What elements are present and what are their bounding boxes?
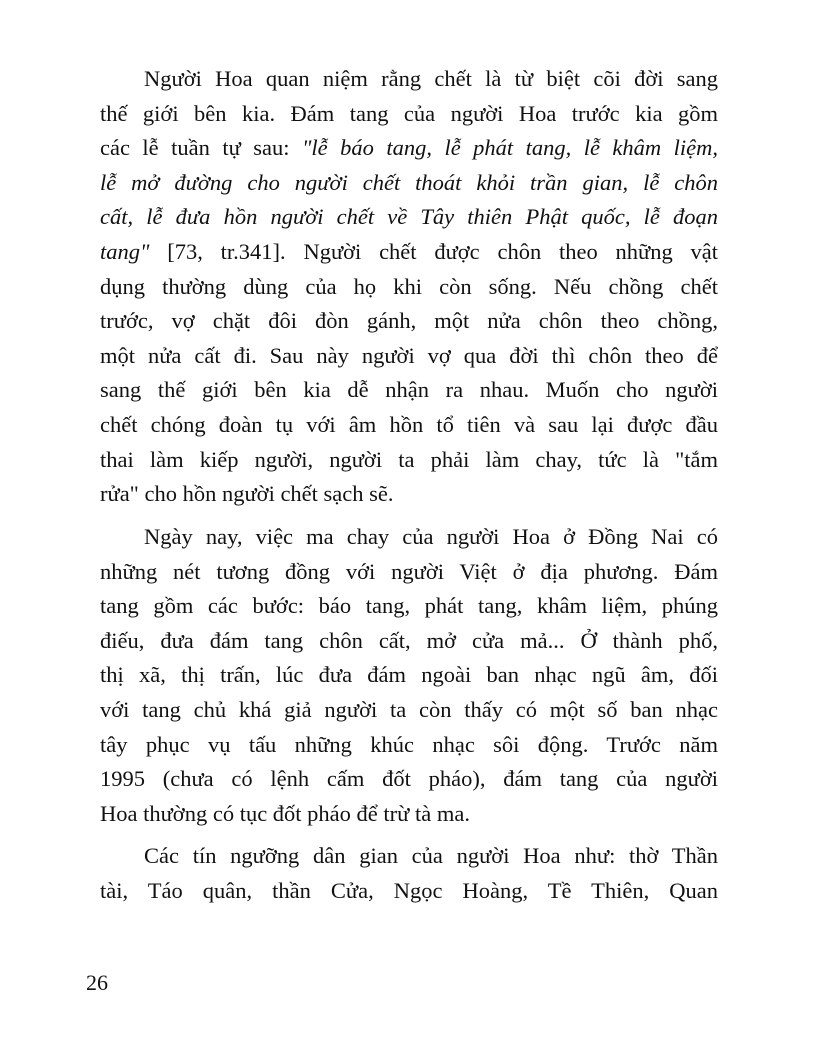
- text-line: [100, 166, 718, 201]
- text-segment: Ngày nay, việc ma chay của người Hoa ở Đồng Nai có: [144, 524, 718, 549]
- text-segment: thai làm kiếp người, người ta phải làm chay, tức là "tắm: [100, 446, 718, 472]
- text-line: [100, 520, 718, 555]
- text-line: [100, 443, 718, 478]
- text-segment: Hoa thường có tục đốt pháo để trừ tà ma.: [100, 800, 470, 826]
- italic-quote-text: tang": [100, 238, 150, 264]
- text-line: [100, 762, 718, 797]
- text-segment: Người Hoa quan niệm rằng chết là từ biệt cõi đời sang: [144, 66, 718, 91]
- text-line: [100, 839, 718, 874]
- text-line: [100, 373, 718, 408]
- text-line: [100, 477, 718, 512]
- italic-quote-text: "lễ báo tang, lễ phát tang, lễ khâm liệm,: [301, 135, 718, 161]
- page-number: 26: [86, 970, 108, 995]
- italic-quote-text: lễ mở đường cho người chết thoát khỏi trần gian, lễ chôn: [100, 169, 718, 195]
- text-line: [100, 555, 718, 590]
- text-line: [100, 658, 718, 693]
- text-line: [100, 131, 718, 166]
- text-segment: sang thế giới bên kia dễ nhận ra nhau. Muốn cho người: [100, 377, 718, 403]
- text-segment: tây phục vụ tấu những khúc nhạc sôi động. Trước năm: [100, 731, 718, 757]
- text-line: [100, 408, 718, 443]
- text-line: [100, 728, 718, 763]
- text-segment: chết chóng đoàn tụ với âm hồn tổ tiên và sau lại được đầu: [100, 411, 718, 437]
- text-segment: dụng thường dùng của họ khi còn sống. Nếu chồng chết: [100, 273, 718, 299]
- text-line: [100, 797, 718, 832]
- text-segment: 1995 (chưa có lệnh cấm đốt pháo), đám tang của người: [100, 766, 718, 792]
- text-segment: với tang chủ khá giả người ta còn thấy có một số ban nhạc: [100, 696, 718, 722]
- text-segment: thế giới bên kia. Đám tang của người Hoa trước kia gồm: [100, 100, 718, 126]
- text-segment: tang gồm các bước: báo tang, phát tang, khâm liệm, phúng: [100, 593, 718, 619]
- text-line: [100, 304, 718, 339]
- paragraph-modern-funerals: [100, 520, 718, 831]
- paragraph-folk-beliefs: [100, 839, 718, 908]
- text-line: [100, 874, 718, 909]
- text-segment: thị xã, thị trấn, lúc đưa đám ngoài ban nhạc ngũ âm, đối: [100, 662, 718, 688]
- text-line: [100, 589, 718, 624]
- text-line: [100, 97, 718, 132]
- text-segment: các lễ tuần tự sau:: [100, 135, 302, 161]
- text-line: [100, 62, 718, 97]
- text-segment: trước, vợ chặt đôi đòn gánh, một nửa chôn theo chồng,: [100, 308, 718, 334]
- paragraph-funeral-customs: [100, 62, 718, 512]
- italic-quote-text: cất, lễ đưa hồn người chết về Tây thiên Phật quốc, lễ đoạn: [100, 204, 718, 230]
- text-segment: Các tín ngưỡng dân gian của người Hoa như: thờ Thần: [144, 843, 718, 868]
- text-line: [100, 339, 718, 374]
- text-line: [100, 624, 718, 659]
- text-line: [100, 235, 718, 270]
- text-segment: tài, Táo quân, thần Cửa, Ngọc Hoàng, Tề Thiên, Quan: [100, 877, 718, 903]
- text-segment: điếu, đưa đám tang chôn cất, mở cửa mả... Ở thành phố,: [100, 627, 718, 653]
- text-segment: một nửa cất đi. Sau này người vợ qua đời thì chôn theo để: [100, 342, 718, 368]
- text-line: [100, 200, 718, 235]
- text-line: [100, 270, 718, 305]
- text-line: [100, 693, 718, 728]
- text-segment: những nét tương đồng với người Việt ở địa phương. Đám: [100, 558, 718, 584]
- text-segment: [73, tr.341]. Người chết được chôn theo những vật: [149, 238, 718, 264]
- text-segment: rửa" cho hồn người chết sạch sẽ.: [100, 481, 394, 507]
